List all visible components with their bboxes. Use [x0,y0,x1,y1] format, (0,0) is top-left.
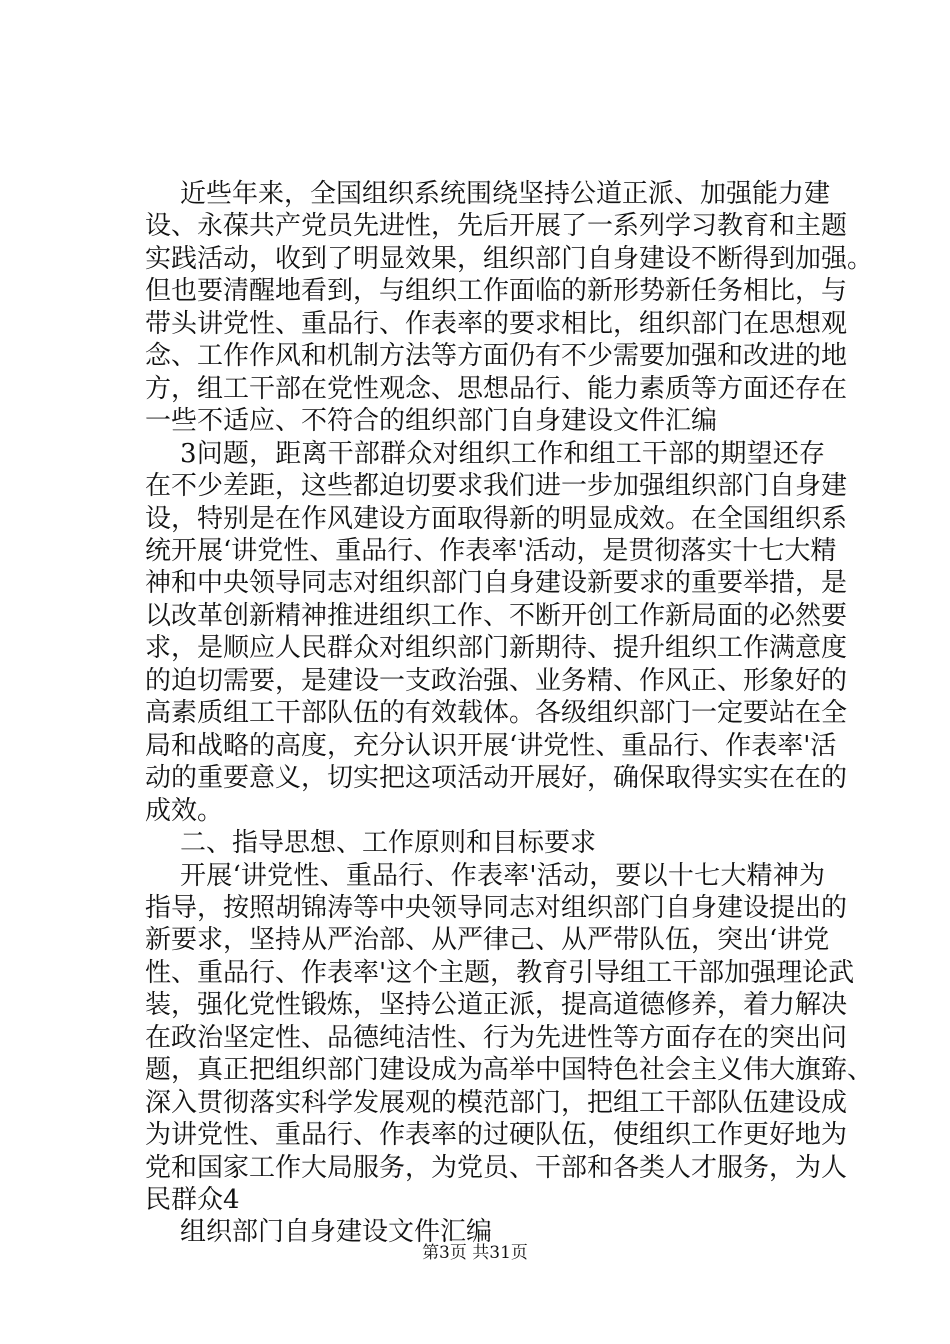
text-line: 以改革创新精神推进组织工作、不断开创工作新局面的必然要 [145,600,848,631]
text-line: 组织部门自身建设文件汇编 [180,1217,493,1248]
text-line: 新要求，坚持从严治部、从严律己、从严带队伍，突出‘讲党 [145,925,830,956]
text-line: 统开展‘讲党性、重品行、作表率'活动，是贯彻落实十七大精 [145,536,837,566]
text-line: 设、永葆共产党员先进性，先后开展了一系列学习教育和主题 [145,211,848,242]
text-line: 深入贯彻落实科学发展观的模范部门，把组工干部队伍建设成 [145,1087,848,1118]
text-line: 局和战略的高度，充分认识开展‘讲党性、重品行、作表率'活 [145,730,837,761]
text-line: 装，强化党性锻炼，坚持公道正派，提高道德修养，着力解决 [145,990,848,1021]
text-line: 开展‘讲党性、重品行、作表率'活动，要以十七大精神为 [180,860,825,891]
text-line: 念、工作作风和机制方法等方面仍有不少需要加强和改进的地 [145,341,848,372]
text-line: 一些不适应、不符合的组织部门自身建设文件汇编 [145,406,718,437]
text-line: 3问题，距离干部群众对组织工作和组工干部的期望还存 [180,438,825,469]
text-line: 二、指导思想、工作原则和目标要求 [180,828,597,858]
text-line: 近些年来，全国组织系统围绕坚持公道正派、加强能力建 [180,179,831,209]
text-line: 性、重品行、作表率'这个主题，教育引导组工干部加强理论武 [145,957,855,988]
text-line: 的迫切需要，是建设一支政治强、业务精、作风正、形象好的 [145,665,848,696]
text-line: 为讲党性、重品行、作表率的过硬队伍，使组织工作更好地为 [145,1120,848,1151]
text-line: 但也要清醒地看到，与组织工作面临的新形势新任务相比，与 [145,276,848,307]
text-line: 民群众4 [145,1185,240,1215]
text-line: 实践活动，收到了明显效果，组织部门自身建设不断得到加强。 [145,243,874,274]
text-line: 设，特别是在作风建设方面取得新的明显成效。在全国组织系 [145,503,848,534]
text-line: 神和中央领导同志对组织部门自身建设新要求的重要举措，是 [145,568,848,599]
page-footer: 第3页 共31页 [422,1243,528,1263]
text-line: 在不少差距，这些都迫切要求我们进一步加强组织部门自身建 [145,471,848,502]
text-line: 在政治坚定性、品德纯洁性、行为先进性等方面存在的突出问 [145,1022,848,1053]
text-line: 高素质组工干部队伍的有效载体。各级组织部门一定要站在全 [145,698,848,729]
text-line: 动的重要意义，切实把这项活动开展好，确保取得实实在在的 [145,763,848,794]
text-line: 指导，按照胡锦涛等中央领导同志对组织部门自身建设提出的 [145,892,848,923]
text-line: 党和国家工作大局服务，为党员、干部和各类人才服务，为人 [145,1152,848,1183]
text-line: 题，真正把组织部门建设成为高举中国特色社会主义伟大旗臶、 [145,1055,874,1086]
text-line: 方，组工干部在党性观念、思想品行、能力素质等方面还存在 [145,373,848,404]
text-line: 求，是顺应人民群众对组织部门新期待、提升组织工作满意度 [145,633,848,664]
text-line: 成效。 [145,795,224,826]
text-line: 带头讲党性、重品行、作表率的要求相比，组织部门在思想观 [145,308,848,339]
